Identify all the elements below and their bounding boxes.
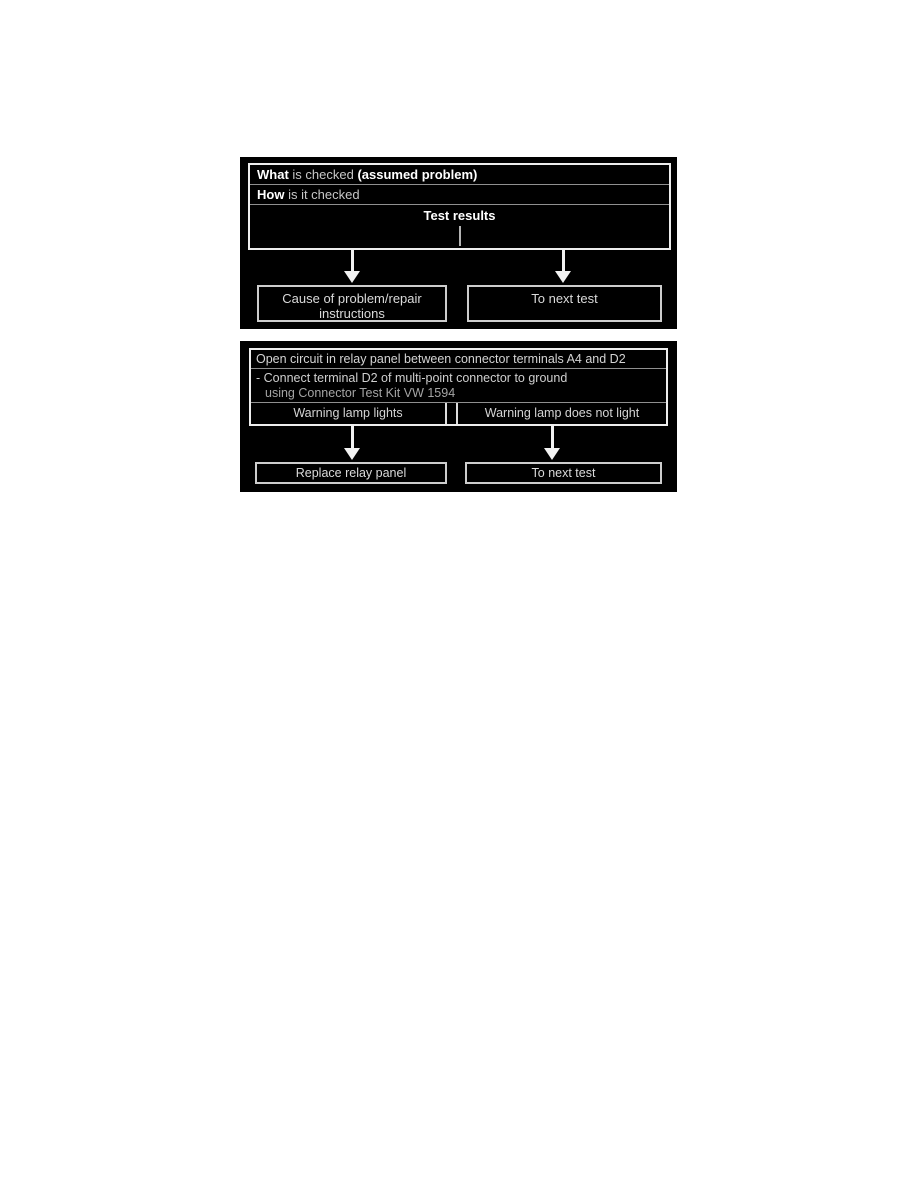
cause-line1: Cause of problem/repair (282, 291, 422, 306)
arrow-stem (351, 425, 354, 448)
how-label: How (257, 187, 285, 202)
connector-line (459, 226, 461, 246)
test-results-label: Test results (423, 208, 496, 223)
next-test-label: To next test (531, 291, 598, 306)
legend-table (248, 163, 671, 250)
result-cell-lamp-lights: Warning lamp lights (251, 403, 447, 424)
arrow-head (344, 271, 360, 283)
arrow-stem (562, 250, 565, 271)
down-arrow-icon (555, 250, 571, 283)
how-text: is it checked (284, 187, 360, 202)
legend-row-how (250, 185, 669, 205)
procedure-line2: using Connector Test Kit VW 1594 (265, 386, 456, 400)
arrow-stem (351, 250, 354, 271)
procedure-line1: - Connect terminal D2 of multi-point connector to ground (256, 371, 568, 385)
down-arrow-icon (344, 425, 360, 460)
flowchart-legend-panel (240, 157, 677, 329)
legend-row-test-results (250, 205, 669, 248)
test-box-replace-relay-panel: Replace relay panel (255, 462, 447, 484)
test-box-to-next-test: To next test (465, 462, 662, 484)
test-step-panel (240, 341, 677, 492)
arrow-head (544, 448, 560, 460)
test-row-problem: Open circuit in relay panel between connector terminals A4 and D2 (251, 350, 666, 369)
arrow-head (555, 271, 571, 283)
legend-box-cause-of-problem (257, 285, 447, 322)
cause-line2: instructions (319, 306, 385, 321)
what-text: is checked (288, 167, 358, 182)
test-row-procedure (251, 369, 666, 403)
result-cell-lamp-does-not-light: Warning lamp does not light (456, 403, 666, 424)
down-arrow-icon (344, 250, 360, 283)
what-label: What (257, 167, 289, 182)
test-result-cells (251, 403, 666, 424)
legend-box-to-next-test (467, 285, 662, 322)
legend-row-what (250, 165, 669, 185)
arrow-stem (551, 425, 554, 448)
arrow-head (344, 448, 360, 460)
assumed-problem-label: (assumed problem) (357, 167, 478, 182)
down-arrow-icon (544, 425, 560, 460)
test-step-table (249, 348, 668, 426)
